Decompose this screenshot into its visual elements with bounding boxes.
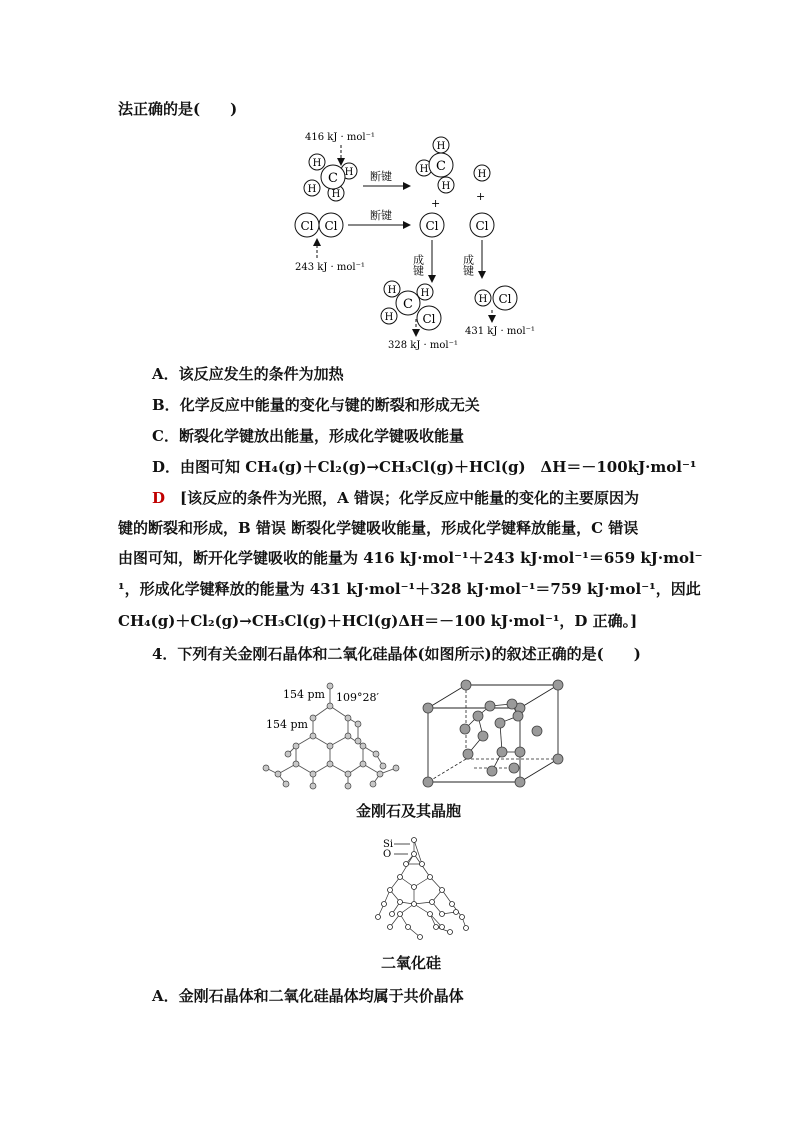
svg-text:C: C xyxy=(328,171,338,186)
bond-length-label-2: 154 pm xyxy=(266,718,308,731)
reaction-energy-diagram xyxy=(0,0,794,360)
energy-ch-label: 416 kJ · mol⁻¹ xyxy=(305,132,375,143)
energy-ccl-label: 328 kJ · mol⁻¹ xyxy=(388,340,458,351)
diamond-structure-figure xyxy=(258,676,408,791)
bond-length-label-1: 154 pm xyxy=(283,688,325,701)
option-b: B．化学反应中能量的变化与键的断裂和形成无关 xyxy=(152,396,480,414)
svg-text:H: H xyxy=(344,167,354,178)
svg-text:H: H xyxy=(384,312,394,323)
svg-text:H: H xyxy=(312,158,322,169)
svg-text:Cl: Cl xyxy=(422,312,436,326)
svg-text:H: H xyxy=(331,189,341,200)
svg-text:+: + xyxy=(431,197,441,210)
svg-text:H: H xyxy=(307,184,317,195)
q4-option-a: A．金刚石晶体和二氧化硅晶体均属于共价晶体 xyxy=(152,987,464,1005)
svg-text:成键: 成键 xyxy=(411,254,425,276)
explanation-line-4: ¹，形成化学键释放的能量为 431 kJ·mol⁻¹＋328 kJ·mol⁻¹＝759 kJ·mol⁻¹，因此 xyxy=(118,580,701,598)
o-label: O xyxy=(383,849,392,860)
svg-text:Cl: Cl xyxy=(498,292,512,306)
hcl-molecule xyxy=(475,286,517,310)
svg-text:Cl: Cl xyxy=(475,219,489,233)
break-label-2: 断键 xyxy=(370,209,392,222)
explanation-line-1: D [该反应的条件为光照，A 错误；化学反应中能量的变化的主要原因为 xyxy=(152,489,639,507)
svg-text:C: C xyxy=(436,159,446,174)
question-stem-tail: 法正确的是( ) xyxy=(118,100,238,118)
break-label-1: 断键 xyxy=(370,170,392,183)
svg-text:H: H xyxy=(419,164,429,175)
explanation-line-2: 键的断裂和形成，B 错误 断裂化学键吸收能量，形成化学键释放能量，C 错误 xyxy=(118,519,639,537)
explanation-line-5: CH₄(g)＋Cl₂(g)→CH₃Cl(g)＋HCl(g)ΔH＝－100 kJ·mol⁻¹，D 正确。] xyxy=(118,612,638,630)
cl2-molecule xyxy=(295,213,343,237)
energy-clcl-label: 243 kJ · mol⁻¹ xyxy=(295,262,365,273)
svg-text:H: H xyxy=(477,169,487,180)
answer-letter: D xyxy=(152,489,166,507)
question-4-stem: 4．下列有关金刚石晶体和二氧化硅晶体(如图所示)的叙述正确的是( ) xyxy=(152,645,641,663)
svg-text:H: H xyxy=(436,141,446,152)
option-c: C．断裂化学键放出能量，形成化学键吸收能量 xyxy=(152,427,464,445)
svg-text:Cl: Cl xyxy=(425,219,439,233)
figure-caption-silica: 二氧化硅 xyxy=(381,954,442,972)
svg-text:H: H xyxy=(420,288,430,299)
ch3-radical xyxy=(416,137,454,193)
svg-text:H: H xyxy=(387,285,397,296)
energy-hcl-label: 431 kJ · mol⁻¹ xyxy=(465,326,535,337)
svg-text:H: H xyxy=(478,294,488,305)
svg-text:H: H xyxy=(441,181,451,192)
silica-structure-figure xyxy=(370,832,485,947)
ch3cl-molecule xyxy=(381,281,441,330)
explanation-line-3: 由图可知，断开化学键吸收的能量为 416 kJ·mol⁻¹＋243 kJ·mol⁻¹＝659 kJ·mol⁻ xyxy=(118,549,703,567)
svg-text:Cl: Cl xyxy=(300,219,314,233)
svg-text:Cl: Cl xyxy=(324,219,338,233)
diamond-unit-cell-figure xyxy=(418,676,568,791)
option-d: D．由图可知 CH₄(g)＋Cl₂(g)→CH₃Cl(g)＋HCl(g) ΔH＝－100kJ·mol⁻¹ xyxy=(152,458,697,476)
option-a: A．该反应发生的条件为加热 xyxy=(152,365,344,383)
figure-caption-diamond: 金刚石及其晶胞 xyxy=(356,802,462,820)
svg-text:+: + xyxy=(476,190,486,203)
svg-text:C: C xyxy=(403,297,413,312)
ch4-molecule xyxy=(304,154,357,201)
svg-text:成键: 成键 xyxy=(461,254,475,276)
si-label: Si xyxy=(383,839,394,850)
bond-angle-label: 109°28′ xyxy=(336,691,379,704)
